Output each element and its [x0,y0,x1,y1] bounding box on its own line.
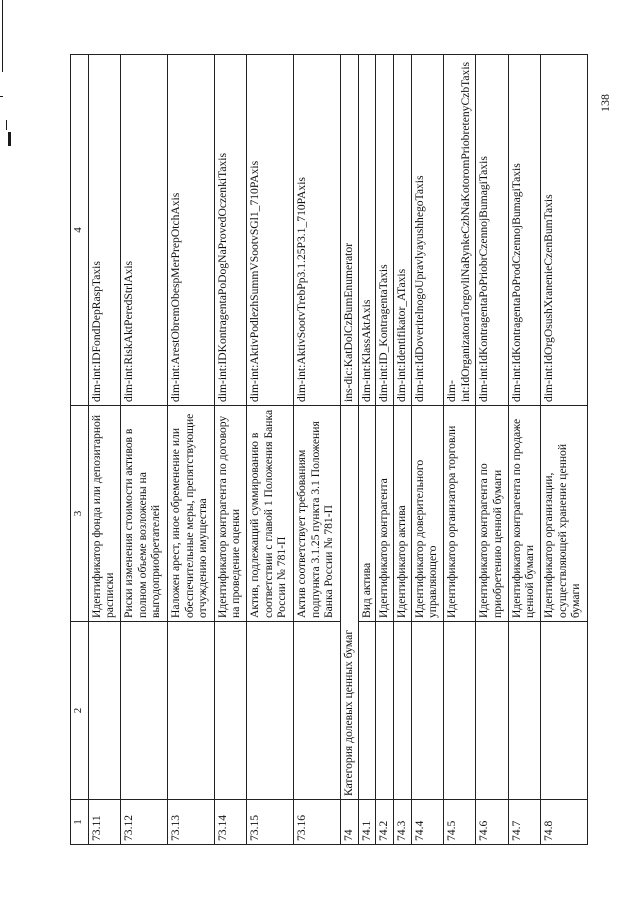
page-number: 138 [598,94,612,112]
row-number: 73.15 [247,800,294,845]
row-name: Актив соответствует требованиям подпункта 3.1.25 пункта 3.1 Положения Банка России № 781-П [293,406,340,622]
row-code: dim-int:AktivPodlezhSummVSootvSGl1_710PAxis [247,55,294,406]
row-number: 73.12 [121,800,168,845]
table-row [541,55,588,845]
row-category [508,622,540,800]
header-cell-4: 4 [71,55,89,406]
row-category [358,622,376,800]
table-header-row [71,55,89,845]
row-name: Идентификатор организации, осуществляющей хранение ценной бумаги [541,406,588,622]
row-code: dim-int:IdKontragentaPoPriobrCzennojBumagiTaxis [476,55,508,406]
row-number: 74.3 [394,800,412,845]
row-number: 74.5 [444,800,476,845]
row-name: Идентификатор контрагента [376,406,394,622]
table-row [293,55,340,845]
table-row [358,55,376,845]
scan-mark [8,132,11,146]
row-name: Риски изменения стоимости активов в полном объеме возложены на выгодоприобретателей [121,406,168,622]
row-category [444,622,476,800]
row-name: Идентификатор актива [394,406,412,622]
row-category [376,622,394,800]
row-code: dim-int:IDFondDepRaspTaxis [88,55,120,406]
row-name: Идентификатор доверительного управляющего [411,406,443,622]
table-row [214,55,246,845]
table-row [247,55,294,845]
row-name: Наложен арест, иное обременение или обеспечительные меры, препятствующие отчуждению имущества [167,406,214,622]
header-cell-3: 3 [71,406,89,622]
table-row-category [340,55,358,845]
row-name: Идентификатор фонда или депозитарной расписки [88,406,120,622]
header-cell-2: 2 [71,622,89,800]
row-code: dim-int:ArestObremObespMerPrepOtchAxis [167,55,214,406]
row-category [476,622,508,800]
scan-mark [0,96,3,97]
table-row [167,55,214,845]
row-name: Идентификатор организатора торговли [444,406,476,622]
row-category [167,622,214,800]
row-category: Категория долевых ценных бумаг [340,406,358,800]
row-code: dim-int:Identifikator_ATaxis [394,55,412,406]
scan-mark [6,120,7,130]
row-category [293,622,340,800]
row-number: 74.2 [376,800,394,845]
table-row [444,55,476,845]
row-number: 74 [340,800,358,845]
row-code: dim-int:AktivSootvTrebPp3.1.25P3.1_710PAxis [293,55,340,406]
row-number: 73.13 [167,800,214,845]
row-code: dim-int:IdKontragentaPoProdCzennojBumagiTaxis [508,55,540,406]
table-row [508,55,540,845]
row-category [394,622,412,800]
row-code: dim-int:KlassAktAxis [358,55,376,406]
header-cell-1: 1 [71,800,89,845]
row-number: 74.4 [411,800,443,845]
row-number: 74.8 [541,800,588,845]
rotated-table-sheet [70,55,588,845]
row-number: 73.11 [88,800,120,845]
row-category [214,622,246,800]
row-code: dim-int:IdOrgOsushXranenieCzenBumTaxis [541,55,588,406]
row-number: 73.14 [214,800,246,845]
table-row [376,55,394,845]
table-row [88,55,120,845]
scan-mark [2,0,3,72]
row-code: dim-int:IdDoveritelnogoUpravlyayushhegoTaxis [411,55,443,406]
row-number: 74.7 [508,800,540,845]
row-name: Идентификатор контрагента по договору на проведение оценки [214,406,246,622]
row-name: Идентификатор контрагента по продаже ценной бумаги [508,406,540,622]
row-code: ins-dic:KatDolCzBumEnumerator [340,55,358,406]
table-row [411,55,443,845]
row-name: Вид актива [358,406,376,622]
row-number: 74.1 [358,800,376,845]
row-name: Идентификатор контрагента по приобретению ценной бумаги [476,406,508,622]
table-row [476,55,508,845]
row-code: dim-int:IdOrganizatoraTorgovliNaRynkeCzbNaKotoromPriobretenyCzbTaxis [444,55,476,406]
row-category [247,622,294,800]
row-code: dim-int:ID_KontragentaTaxis [376,55,394,406]
row-category [541,622,588,800]
data-table [70,54,588,845]
row-number: 73.16 [293,800,340,845]
row-code: dim-int:IDKontragentaPoDogNaProvedOczenkiTaxis [214,55,246,406]
row-code: dim-int:RiskAktPeredStrlAxis [121,55,168,406]
row-name: Актив, подлежащий суммированию в соответствии с главой 1 Положения Банка России № 781-П [247,406,294,622]
row-category [411,622,443,800]
row-category [121,622,168,800]
table-row [121,55,168,845]
row-number: 74.6 [476,800,508,845]
table-row [394,55,412,845]
row-category [88,622,120,800]
